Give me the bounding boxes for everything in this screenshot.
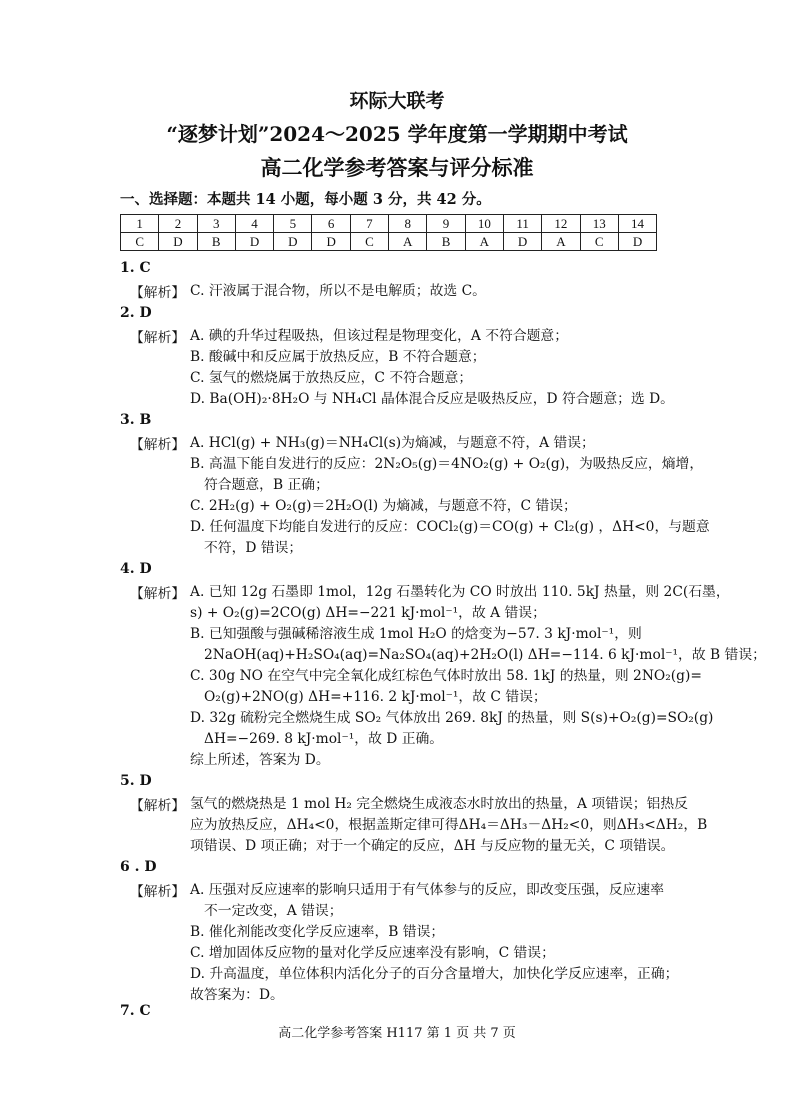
question-number-cell: 10 (465, 215, 503, 233)
answer-table (120, 214, 657, 251)
q5-line: 项错误、D 项正确；对于一个确定的反应，ΔH 与反应物的量无关，C 项错误。 (190, 838, 675, 854)
question-number-cell: 6 (312, 215, 350, 233)
q4-line: A. 已知 12g 石墨即 1mol，12g 石墨转化为 CO 时放出 110. 5kJ 热量，则 2C(石墨， (190, 584, 730, 600)
question-number-cell: 13 (580, 215, 618, 233)
answer-table-answer-row (121, 233, 657, 251)
q2-line: C. 氢气的燃烧属于放热反应，C 不符合题意； (190, 370, 473, 386)
q4-line: B. 已知强酸与强碱稀溶液生成 1mol H₂O 的焓变为−57. 3 kJ·mol⁻¹，则 (190, 626, 642, 642)
answer-cell: D (618, 233, 656, 251)
question-4-answer: 4. D (120, 561, 152, 577)
analysis-tag: 【解析】 (130, 285, 186, 301)
question-number-cell: 1 (121, 215, 159, 233)
document-title: 高二化学参考答案与评分标准 (260, 155, 534, 180)
q6-line: B. 催化剂能改变化学反应速率，B 错误； (190, 924, 445, 940)
q4-line: D. 32g 硫粉完全燃烧生成 SO₂ 气体放出 269. 8kJ 的热量，则 S(s)+O₂(g)=SO₂(g) (190, 710, 714, 726)
answer-cell: B (427, 233, 465, 251)
answer-cell: A (542, 233, 580, 251)
question-number-cell: 9 (427, 215, 465, 233)
q3-line: D. 任何温度下均能自发进行的反应：COCl₂(g)＝CO(g) + Cl₂(g) ，ΔH<0，与题意 (190, 519, 710, 535)
q3-line: 不符，D 错误； (204, 540, 303, 556)
page-footer: 高二化学参考答案 H117 第 1 页 共 7 页 (278, 1026, 516, 1041)
exam-title: “逐梦计划”2024～2025 学年度第一学期期中考试 (166, 122, 628, 146)
question-1-answer: 1. C (120, 260, 151, 276)
question-5-answer: 5. D (120, 773, 152, 789)
q4-line: 综上所述，答案为 D。 (190, 752, 330, 768)
q5-line: 应为放热反应，ΔH₄<0，根据盖斯定律可得ΔH₄＝ΔH₃－ΔH₂<0，则ΔH₃<ΔH₂，B (190, 817, 708, 833)
answer-cell: B (197, 233, 235, 251)
question-2-answer: 2. D (120, 305, 152, 321)
q4-line: ΔH=−269. 8 kJ·mol⁻¹，故 D 正确。 (204, 731, 444, 747)
q6-line: A. 压强对反应速率的影响只适用于有气体参与的反应，即改变压强，反应速率 (190, 882, 665, 898)
q6-line: 不一定改变，A 错误； (204, 903, 343, 919)
analysis-tag: 【解析】 (130, 437, 186, 453)
question-6-answer: 6 . D (120, 859, 157, 875)
question-7-answer: 7. C (120, 1003, 151, 1019)
question-number-cell: 8 (389, 215, 427, 233)
question-number-cell: 11 (503, 215, 541, 233)
question-number-cell: 3 (197, 215, 235, 233)
analysis-tag: 【解析】 (130, 884, 186, 900)
exam-union-title: 环际大联考 (349, 90, 445, 112)
q2-line: A. 碘的升华过程吸热，但该过程是物理变化，A 不符合题意； (190, 328, 569, 344)
answer-cell: D (235, 233, 273, 251)
answer-cell: C (580, 233, 618, 251)
answer-cell: A (465, 233, 503, 251)
answer-cell: D (274, 233, 312, 251)
q6-line: 故答案为：D。 (190, 987, 284, 1003)
q6-line: C. 增加固体反应物的量对化学反应速率没有影响，C 错误； (190, 945, 555, 961)
question-number-cell: 4 (235, 215, 273, 233)
question-number-cell: 2 (159, 215, 197, 233)
question-number-cell: 7 (350, 215, 388, 233)
analysis-tag: 【解析】 (130, 330, 186, 346)
answer-table-number-row (121, 215, 657, 233)
q4-line: O₂(g)+2NO(g) ΔH=+116. 2 kJ·mol⁻¹，故 C 错误； (204, 689, 547, 705)
answer-cell: D (503, 233, 541, 251)
q4-line: 2NaOH(aq)+H₂SO₄(aq)=Na₂SO₄(aq)+2H₂O(l) ΔH=−114. 6 kJ·mol⁻¹，故 B 错误； (204, 647, 766, 663)
q4-line: s) + O₂(g)=2CO(g) ΔH=−221 kJ·mol⁻¹，故 A 错误； (190, 605, 546, 621)
q6-line: D. 升高温度，单位体积内活化分子的百分含量增大，加快化学反应速率，正确； (190, 966, 679, 982)
q3-line: 符合题意，B 正确； (204, 477, 329, 493)
answer-cell: A (389, 233, 427, 251)
q5-line: 氢气的燃烧热是 1 mol H₂ 完全燃烧生成液态水时放出的热量，A 项错误；铝热反 (190, 796, 688, 812)
q4-line: C. 30g NO 在空气中完全氧化成红棕色气体时放出 58. 1kJ 的热量，则 2NO₂(g)= (190, 668, 702, 684)
q3-line: A. HCl(g) + NH₃(g)＝NH₄Cl(s)为熵减，与题意不符，A 错误； (190, 435, 595, 451)
answer-cell: C (121, 233, 159, 251)
q3-line: C. 2H₂(g) + O₂(g)＝2H₂O(l) 为熵减，与题意不符，C 错误； (190, 498, 577, 514)
q1-line: C. 汗液属于混合物，所以不是电解质；故选 C。 (190, 283, 486, 299)
answer-cell: D (159, 233, 197, 251)
answer-cell: D (312, 233, 350, 251)
question-number-cell: 5 (274, 215, 312, 233)
q2-line: B. 酸碱中和反应属于放热反应，B 不符合题意； (190, 349, 486, 365)
q3-line: B. 高温下能自发进行的反应：2N₂O₅(g)＝4NO₂(g) + O₂(g)，为吸热反应，熵增， (190, 456, 704, 472)
answer-cell: C (350, 233, 388, 251)
question-number-cell: 14 (618, 215, 656, 233)
analysis-tag: 【解析】 (130, 798, 186, 814)
analysis-tag: 【解析】 (130, 586, 186, 602)
q2-line: D. Ba(OH)₂·8H₂O 与 NH₄Cl 晶体混合反应是吸热反应，D 符合题意；选 D。 (190, 391, 674, 407)
question-3-answer: 3. B (120, 412, 152, 428)
section-heading: 一、选择题：本题共 14 小题，每小题 3 分，共 42 分。 (120, 191, 491, 208)
question-number-cell: 12 (542, 215, 580, 233)
